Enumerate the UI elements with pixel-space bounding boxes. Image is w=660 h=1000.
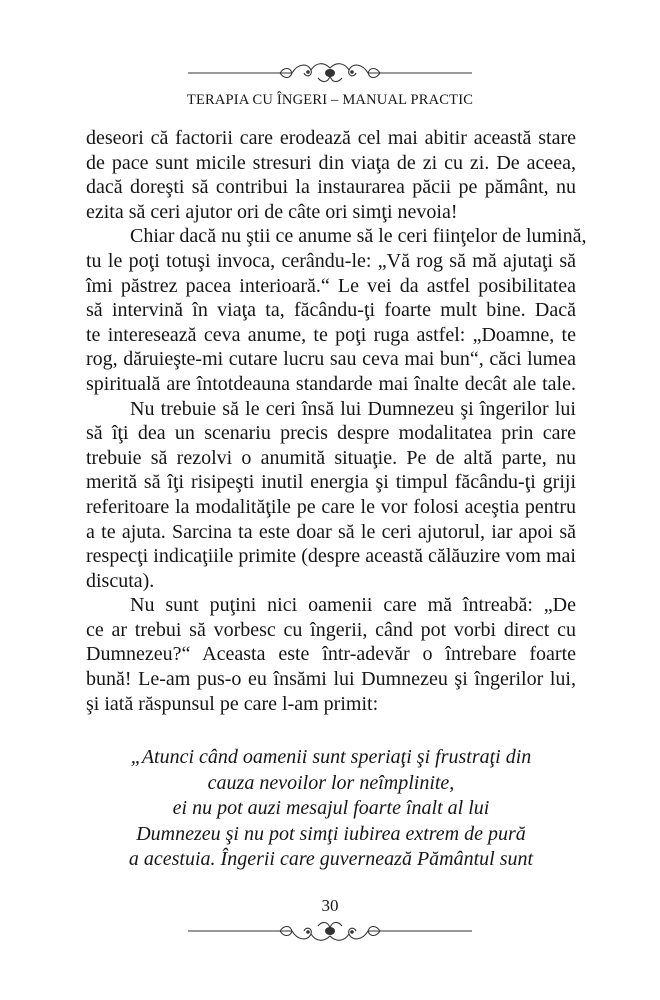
text-line: tu le poţi totuşi invoca, cerându-le: „Vă rog să mă ajutaţi să: [86, 249, 576, 272]
quote-line: cauza nevoilor lor neîmplinite,: [207, 771, 455, 794]
text-line: rog, dăruieşte-mi cutare lucru sau ceva mai bun“, căci lumea: [86, 348, 576, 371]
text-line: spirituală are întotdeauna standarde mai înalte decât ale tale.: [86, 372, 576, 395]
text-line: respecţi indicaţiile primite (despre această călăuzire vom mai: [86, 545, 576, 568]
body-text: [86, 126, 587, 716]
text-line: dacă doreşti să contribui la instaurarea păcii pe pământ, nu: [86, 176, 576, 199]
text-line: Chiar dacă nu ştii ce anume să le ceri fiinţelor de lumină,: [130, 225, 587, 248]
text-line: deseori că factorii care erodează cel mai abitir această stare: [86, 127, 576, 149]
text-line: ezita să ceri ajutor ori de câte ori simţi nevoia!: [86, 200, 458, 223]
text-line: discuta).: [86, 569, 155, 592]
quote-line: Dumnezeu şi nu pot simţi iubirea extrem de pură: [136, 822, 526, 845]
quote-line: a acestuia. Îngerii care guvernează Pământul sunt: [128, 848, 534, 870]
text-line: merită să îţi risipeşti inutil energia şi timpul făcându-ţi griji: [86, 471, 576, 494]
text-line: să îţi dea un scenariu precis despre modalitatea prin care: [86, 422, 576, 445]
text-line: trebuie să rezolvi o anumită situaţie. Pe de altă parte, nu: [86, 446, 576, 469]
text-line: Nu sunt puţini nici oamenii care mă întreabă: „De: [130, 594, 576, 617]
bottom-ornament-icon: [180, 916, 480, 946]
page-number: 30: [321, 896, 339, 915]
text-line: Nu trebuie să le ceri însă lui Dumnezeu şi îngerilor lui: [130, 397, 576, 420]
text-line: ce ar trebui să vorbesc cu îngerii, când pot vorbi direct cu: [86, 618, 576, 641]
text-line: bună! Le-am pus-o eu însămi lui Dumnezeu şi îngerilor lui,: [86, 668, 576, 691]
quote-line: „Atunci când oamenii sunt speriaţi şi frustraţi din: [130, 746, 532, 768]
running-title: TERAPIA CU ÎNGERI – MANUAL PRACTIC: [186, 92, 474, 108]
text-line: Dumnezeu?“ Aceasta este într-adevăr o întrebare foarte: [86, 643, 576, 666]
text-line: a te ajuta. Sarcina ta este doar să le ceri ajutorul, iar apoi să: [86, 520, 576, 543]
top-ornament-icon: [180, 58, 480, 88]
text-line: te interesează ceva anume, te poţi ruga astfel: „Doamne, te: [86, 323, 576, 346]
text-line: referitoare la modalităţile pe care le vor folosi aceştia pentru: [86, 495, 576, 518]
text-line: şi iată răspunsul pe care l-am primit:: [86, 692, 379, 715]
text-line: îmi păstrez pacea interioară.“ Le vei da astfel posibilitatea: [86, 274, 576, 297]
text-line: de pace sunt micile stresuri din viaţa de zi cu zi. De aceea,: [86, 151, 576, 174]
quote-line: ei nu pot auzi mesajul foarte înalt al lui: [172, 797, 490, 819]
block-quote: [86, 745, 576, 873]
text-line: să intervină în viaţa ta, făcându-ţi foarte mult bine. Dacă: [86, 299, 576, 322]
